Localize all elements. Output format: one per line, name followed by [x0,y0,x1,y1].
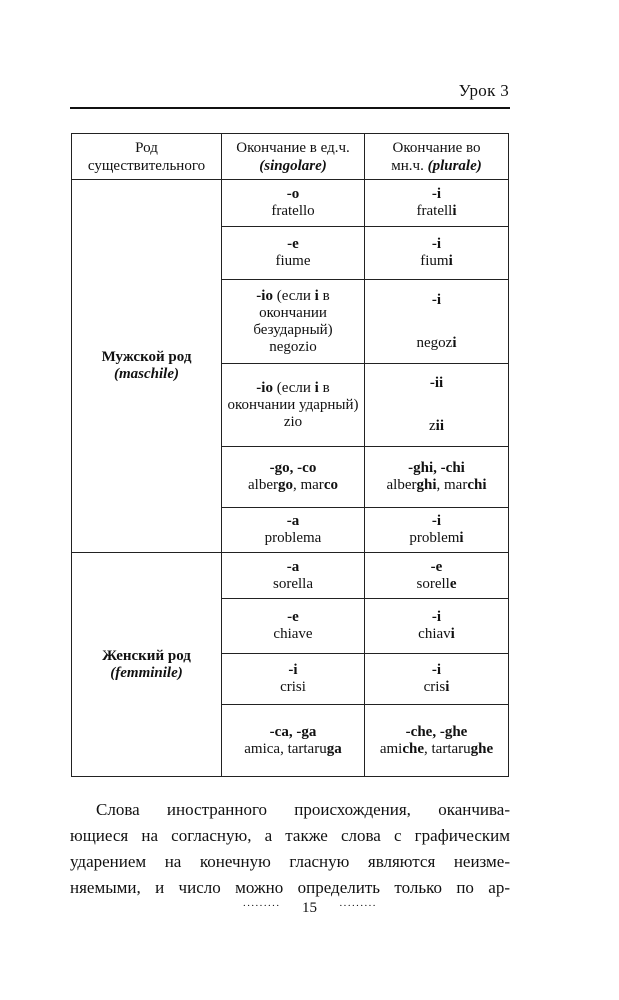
plural-cell [365,447,509,508]
singular-stem: alber [248,477,278,493]
plural-ending-bold: che [402,740,425,757]
plural-example [368,253,505,270]
plural-stem: chiav [418,626,451,642]
plural-example [368,530,505,547]
singular-cell [222,280,365,364]
plural-ending-bold: i [452,334,457,351]
plural-ending-bold: i [452,203,457,219]
singular-cell [222,599,365,654]
plural-example [368,626,505,643]
singular-cell [222,227,365,280]
plural-example [368,418,505,435]
plural-stem: cris [423,679,446,695]
plural-ending: -i [431,662,442,678]
singular-cell [222,654,365,705]
plural-example [368,477,505,494]
plural-ending-bold: chi [467,477,487,493]
body-paragraph [70,797,510,901]
header-gender-line2: существительного [87,157,206,174]
header-singular [222,134,365,180]
singular-stem: , mar [292,477,324,493]
header-singular-line2: (singolare) [259,157,327,174]
plural-ending-bold: ghe [470,740,494,757]
plural-cell [365,280,509,364]
singular-ending: -io [256,379,273,396]
plural-ending: -i [431,236,442,252]
gender-masculine-label: Мужской род [101,349,192,365]
plural-ending: -ii [429,375,444,391]
singular-example: zio [283,413,303,430]
plural-stem: z [428,418,436,434]
plural-cell [365,705,509,777]
singular-cell [222,508,365,553]
singular-stem: amica, tartaru [244,740,327,757]
table-header-row [72,134,509,180]
header-plural [365,134,509,180]
plural-ending-bold: i [448,253,453,269]
singular-cell [222,364,365,447]
plural-stem: problem [409,530,460,546]
gender-feminine-label: Женский род [102,647,191,664]
plural-cell [365,180,509,227]
singular-example: problema [264,530,322,546]
singular-ending: -io [256,287,273,304]
table-row [72,553,509,599]
singular-ending-bold: co [323,477,338,493]
singular-ending: -a [286,513,300,529]
paragraph-line: ющиеся на согласную, а также слова с графическим [70,826,510,845]
singular-example: chiave [273,626,313,642]
gender-cell-masculine [72,180,222,553]
page-number: 15 [302,900,317,916]
header-plural-line2: мн.ч. [391,157,428,174]
page-footer [0,900,619,917]
singular-cell [222,705,365,777]
plural-ending: -i [431,186,442,202]
header-plural-line2-italic: (plurale) [427,157,482,174]
singular-note-letter: i [314,379,319,396]
singular-cell [222,447,365,508]
plural-stem: sorell [416,575,450,592]
singular-example [225,741,361,758]
plural-ending: -i [431,513,442,529]
singular-note: (если [272,379,315,396]
plural-ending-bold: i [450,626,455,642]
singular-note-letter: i [314,287,319,304]
paragraph-line: ударением на конечную гласную являются неизме- [70,852,510,871]
singular-ending-bold: ga [326,740,342,757]
header-rule [70,107,510,109]
singular-note-rest: в окончании безударный) [253,287,333,338]
singular-ending: -e [287,236,299,252]
plural-example [368,576,505,593]
singular-example: fiume [275,253,311,269]
singular-example: crisi [280,679,306,695]
header-singular-line1: Окончание в ед.ч. [236,139,350,156]
plural-stem: , mar [436,477,468,493]
plural-ending: -i [431,291,442,308]
plural-ending: -che, -ghe [405,723,468,740]
plural-stem: negoz [416,334,453,351]
singular-note: (если [272,287,315,304]
plural-example [368,203,505,220]
gender-feminine-italic: (femminile) [110,664,183,681]
gender-masculine-italic: (maschile) [114,366,179,382]
plural-ending-bold: i [459,530,464,546]
header-plural-line1: Окончание во [392,139,481,156]
folio-dots-right: ········· [339,900,377,912]
plural-stem: alber [386,477,417,493]
singular-ending: -e [287,609,299,625]
plural-ending: -e [430,558,443,575]
plural-cell [365,599,509,654]
paragraph-line: няемыми, и число можно определить только по ар- [70,878,510,897]
singular-note-rest: в окончании ударный) [227,379,359,413]
plural-ending-bold: i [445,679,450,695]
plural-ending: -ghi, -chi [408,460,465,476]
singular-example: sorella [273,575,313,592]
plural-stem: fratell [416,203,453,219]
singular-ending-bold: go [277,477,293,493]
plural-ending: -i [431,609,442,625]
singular-ending: -go, -co [269,460,317,476]
singular-ending: -o [286,186,300,202]
noun-plural-table [71,133,509,777]
plural-stem: fium [420,253,449,269]
plural-cell [365,654,509,705]
plural-cell [365,227,509,280]
singular-ending: -i [288,662,298,678]
plural-cell [365,364,509,447]
singular-example: negozio [269,338,317,355]
plural-cell [365,508,509,553]
table-row [72,180,509,227]
plural-example [368,679,505,696]
plural-example [368,335,505,352]
plural-ending-bold: e [449,575,457,592]
singular-ending: -ca, -ga [269,723,317,740]
plural-ending-bold: ii [435,418,444,434]
plural-ending-bold: ghi [416,477,437,493]
gender-cell-feminine [72,553,222,777]
singular-ending: -a [286,558,300,575]
singular-example [225,477,361,494]
running-head: Урок 3 [458,81,509,100]
singular-cell [222,553,365,599]
plural-stem: ami [379,740,403,757]
header-gender [72,134,222,180]
header-gender-line1: Род [135,139,158,156]
plural-cell [365,553,509,599]
plural-example [368,741,505,758]
singular-cell [222,180,365,227]
folio-dots-left: ········· [242,900,280,912]
singular-example: fratello [271,203,315,219]
plural-stem: , tartaru [424,740,471,757]
paragraph-line: Слова иностранного происхождения, оканчива- [96,800,510,819]
